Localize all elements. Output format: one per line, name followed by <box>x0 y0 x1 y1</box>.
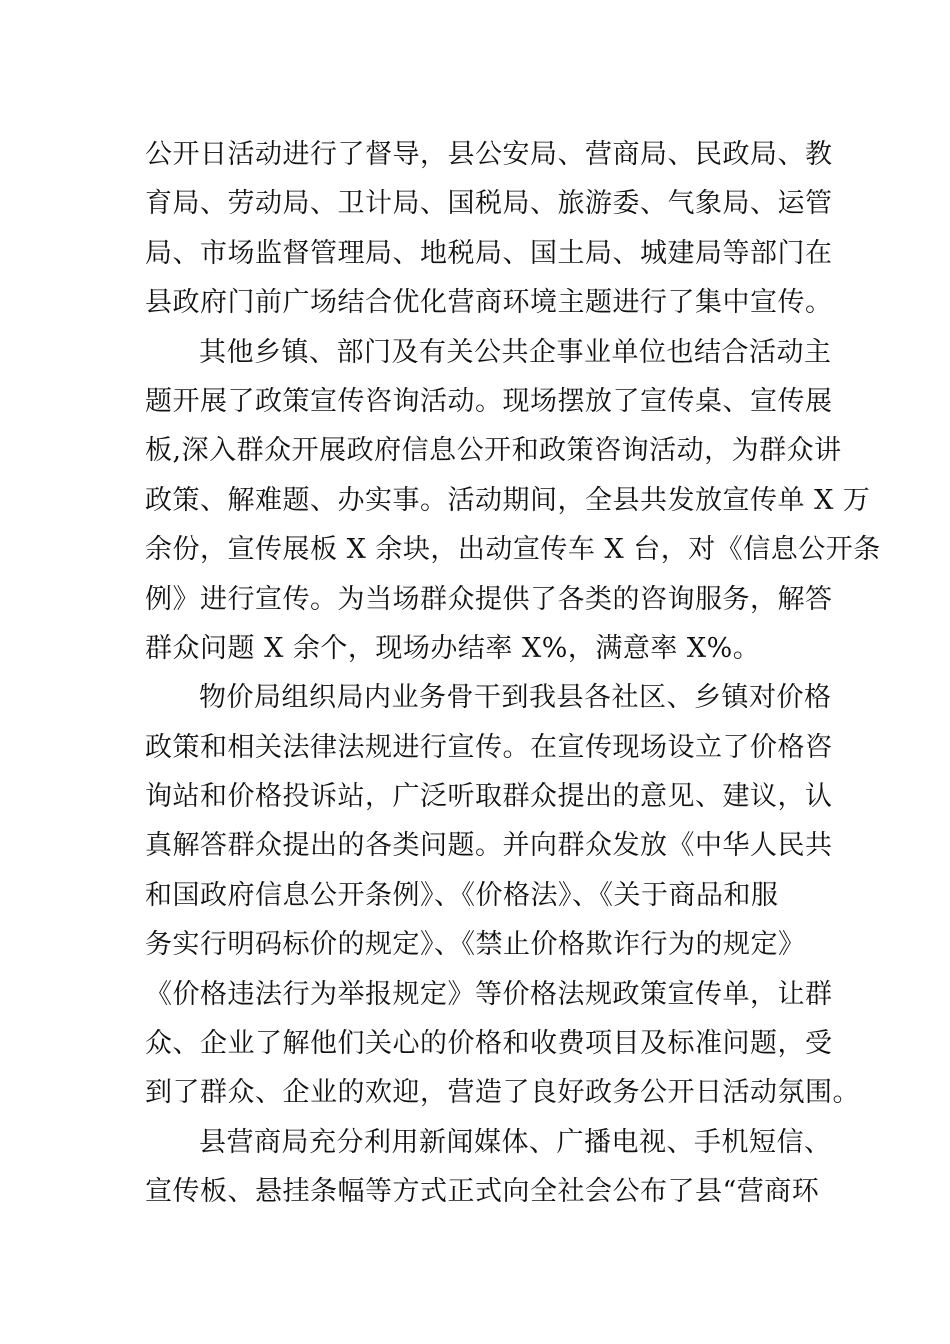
text-line: 众、企业了解他们关心的价格和收费项目及标准问题，受 <box>145 1028 833 1060</box>
text-line: 询站和价格投诉站，广泛听取群众提出的意见、建议，认 <box>145 781 833 813</box>
text-line: 公开日活动进行了督导，县公安局、营商局、民政局、教 <box>145 139 833 170</box>
body-text <box>145 130 881 1217</box>
text-line: 群众问题 X 余个，现场办结率 X%，满意率 X%。 <box>145 632 761 664</box>
text-line: 务实行明码标价的规定》、《禁止价格欺诈行为的规定》 <box>145 929 806 961</box>
text-line: 板,深入群众开展政府信息公开和政策咨询活动，为群众讲 <box>145 435 842 467</box>
text-line: 县政府门前广场结合优化营商环境主题进行了集中宣传。 <box>145 287 833 319</box>
text-line: 政策、解难题、办实事。活动期间，全县共发放宣传单 X 万 <box>145 484 871 516</box>
text-line: 宣传板、悬挂条幅等方式正式向全社会公布了县“营商环 <box>145 1176 820 1208</box>
text-line: 题开展了政策宣传咨询活动。现场摆放了宣传桌、宣传展 <box>145 385 833 417</box>
text-line: 余份，宣传展板 X 余块，出动宣传车 X 台，对《信息公开条 <box>145 534 881 566</box>
text-line: 政策和相关法律法规进行宣传。在宣传现场设立了价格咨 <box>145 731 833 763</box>
text-line: 《价格违法行为举报规定》等价格法规政策宣传单，让群 <box>145 978 833 1010</box>
paragraph-start-line: 县营商局充分利用新闻媒体、广播电视、手机短信、 <box>199 1126 832 1158</box>
text-line: 例》进行宣传。为当场群众提供了各类的咨询服务，解答 <box>145 583 833 615</box>
text-line: 真解答群众提出的各类问题。并向群众发放《中华人民共 <box>145 830 833 862</box>
text-line: 育局、劳动局、卫计局、国税局、旅游委、气象局、运管 <box>145 188 833 220</box>
text-line: 局、市场监督管理局、地税局、国土局、城建局等部门在 <box>145 237 833 269</box>
paragraph-start-line: 其他乡镇、部门及有关公共企事业单位也结合活动主 <box>199 336 832 368</box>
text-line: 和国政府信息公开条例》、《价格法》、《关于商品和服 <box>145 879 779 911</box>
paragraph-start-line: 物价局组织局内业务骨干到我县各社区、乡镇对价格 <box>199 682 832 714</box>
text-line: 到了群众、企业的欢迎，营造了良好政务公开日活动氛围。 <box>145 1077 860 1109</box>
